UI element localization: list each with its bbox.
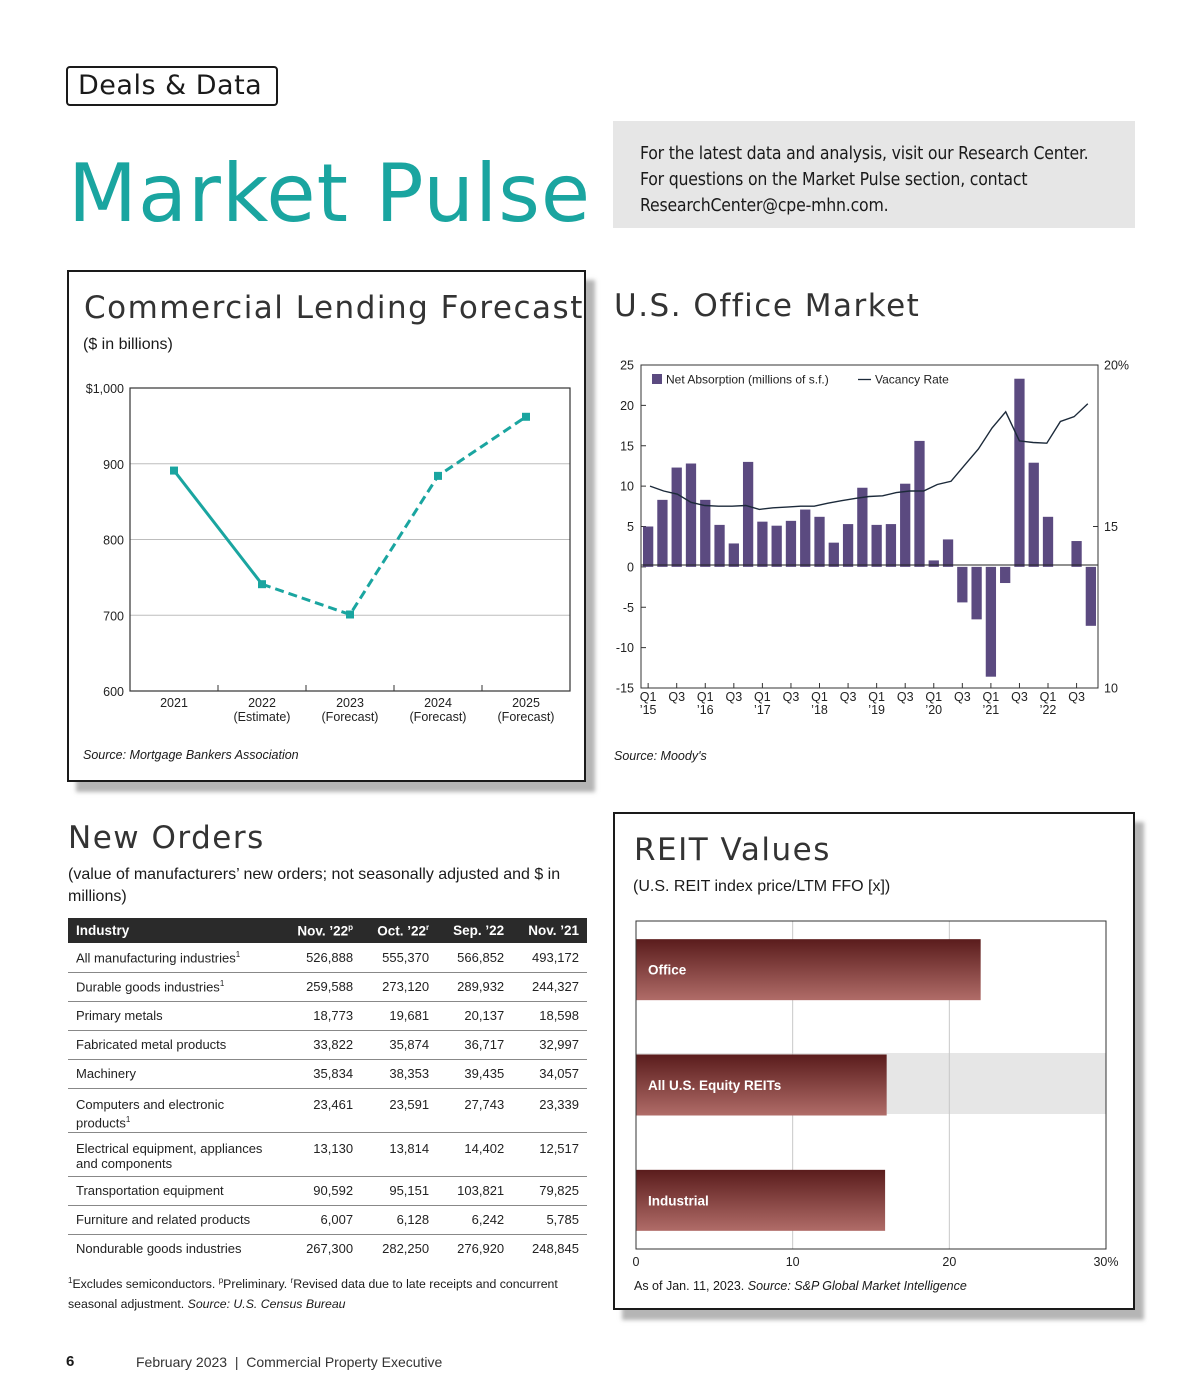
orders-subtitle: (value of manufacturers’ new orders; not seasonally adjusted and $ in millions)	[68, 866, 561, 905]
table-row	[68, 1059, 587, 1088]
footnote-revised: Revised data due to late receipts and concurrent	[293, 1277, 558, 1292]
net-absorption-bar	[871, 525, 881, 567]
office-x-quarter-label: Q3	[725, 690, 743, 704]
reit-x-tick-label: 10	[785, 1255, 800, 1269]
value-cell: 95,151	[361, 1176, 437, 1205]
office-x-quarter-label: Q3	[782, 690, 800, 704]
reit-date-note: As of Jan. 11, 2023.	[634, 1279, 748, 1293]
lending-x-label: 2021	[160, 696, 188, 710]
industry-cell: Electrical equipment, appliances and components	[68, 1132, 281, 1176]
reit-title: REIT Values	[634, 832, 831, 868]
reit-panel	[613, 812, 1135, 1310]
office-right-tick-label: 20%	[1104, 358, 1130, 373]
lending-subtitle: ($ in billions)	[83, 336, 173, 353]
table-row	[68, 972, 587, 1001]
value-cell: 14,402	[437, 1132, 512, 1176]
office-left-tick-label: 20	[620, 398, 634, 413]
industry-cell: Furniture and related products	[68, 1205, 281, 1234]
office-x-quarter-label: Q3	[953, 690, 971, 704]
office-x-quarter-label: Q1	[754, 690, 771, 704]
office-right-tick-label: 15	[1104, 520, 1118, 534]
value-cell: 18,598	[512, 1001, 587, 1030]
value-cell: 13,130	[281, 1132, 361, 1176]
office-title: U.S. Office Market	[614, 288, 921, 324]
lending-actual-segment	[174, 471, 262, 585]
reit-source: Source: S&P Global Market Intelligence	[747, 1279, 967, 1293]
value-cell: 555,370	[361, 943, 437, 972]
footnote-line: $^1$Excludes semiconductors. $^p$Preliminary. $^r$Revised data due to late receipts and concurrent	[68, 1276, 558, 1292]
industry-cell: Machinery	[68, 1059, 281, 1088]
value-cell: 12,517	[512, 1132, 587, 1176]
orders-table-wrap	[68, 918, 587, 1263]
value-cell: 6,128	[361, 1205, 437, 1234]
net-absorption-bar	[700, 500, 710, 567]
legend-swatch-net-absorption	[652, 374, 662, 384]
net-absorption-bar	[672, 468, 682, 567]
lending-y-axis	[86, 382, 124, 699]
table-row	[68, 1234, 587, 1263]
lending-forecast-segment	[262, 417, 526, 615]
reit-bar-label: Industrial	[648, 1193, 709, 1209]
net-absorption-bar	[829, 543, 839, 567]
reit-x-tick-label: 30%	[1093, 1255, 1119, 1269]
industry-cell: Fabricated metal products	[68, 1030, 281, 1059]
table-row	[68, 1001, 587, 1030]
lending-panel	[67, 270, 586, 782]
reit-note	[634, 1279, 967, 1293]
section-tag: Deals & Data	[66, 66, 278, 106]
office-x-year-label: ’22	[1039, 703, 1057, 717]
office-left-tick-label: 10	[620, 479, 634, 494]
value-cell: 38,353	[361, 1059, 437, 1088]
value-cell: 23,339	[512, 1088, 587, 1132]
net-absorption-bar	[900, 484, 910, 567]
lending-gridlines	[130, 464, 570, 616]
net-absorption-bar	[786, 521, 796, 567]
footnote-seasonal: seasonal adjustment.	[68, 1297, 188, 1312]
office-left-tick-label: 5	[627, 520, 634, 534]
lending-point	[346, 610, 354, 618]
footnote-excludes: Excludes semiconductors.	[72, 1277, 219, 1292]
page-title: Market Pulse	[68, 147, 592, 240]
orders-table	[68, 918, 587, 1263]
office-source: Source: Moody's	[614, 749, 707, 763]
office-x-quarter-label: Q1	[1039, 690, 1057, 704]
value-cell: 35,834	[281, 1059, 361, 1088]
lending-y-tick-label: 800	[103, 533, 124, 548]
value-cell: 276,920	[457, 1241, 505, 1257]
lending-y-tick-label: 900	[103, 457, 124, 472]
net-absorption-bar	[1086, 567, 1096, 626]
industry-cell: Primary metals	[68, 1001, 281, 1030]
lending-x-label: 2022	[248, 696, 276, 710]
footnote-preliminary: Preliminary.	[223, 1277, 291, 1292]
net-absorption-bar	[886, 524, 896, 567]
value-cell: 267,300	[306, 1241, 354, 1257]
orders-column-header: Industry	[68, 918, 281, 943]
lending-x-label: 2025	[512, 696, 540, 710]
lending-y-tick-label: 600	[103, 685, 124, 699]
net-absorption-bar	[743, 462, 753, 567]
value-cell: 273,120	[361, 972, 437, 1001]
office-left-tick-label: 25	[620, 358, 634, 373]
table-row	[68, 1176, 587, 1205]
net-absorption-bar	[686, 464, 696, 567]
net-absorption-bar	[657, 500, 667, 567]
lending-source: Source: Mortgage Bankers Association	[83, 748, 299, 762]
value-cell: 23,591	[361, 1088, 437, 1132]
info-line: For the latest data and analysis, visit our Research Center.	[640, 144, 1089, 164]
office-x-quarter-label: Q1	[811, 690, 828, 704]
table-row	[68, 1132, 587, 1176]
office-x-year-label: ’15	[639, 703, 657, 717]
office-x-year-label: ’19	[868, 703, 885, 717]
orders-source: Source: U.S. Census Bureau	[187, 1297, 346, 1312]
office-x-quarter-label: Q1	[696, 690, 714, 704]
footnote-line	[68, 1294, 593, 1314]
net-absorption-bar	[814, 517, 824, 567]
value-cell: 103,821	[437, 1176, 512, 1205]
reit-x-axis	[633, 1255, 1119, 1269]
reit-bar-label: Office	[648, 962, 687, 978]
value-cell: 244,327	[512, 972, 587, 1001]
office-x-quarter-label: Q1	[982, 690, 1000, 704]
office-x-quarter-label: Q1	[925, 690, 943, 704]
lending-y-tick-label: 700	[103, 609, 124, 624]
value-cell: 289,932	[437, 972, 512, 1001]
lending-series	[170, 413, 530, 619]
industry-cell: Transportation equipment	[68, 1176, 281, 1205]
orders-body	[68, 943, 587, 1263]
net-absorption-bar	[714, 525, 724, 567]
office-x-quarter-label: Q3	[668, 690, 686, 704]
table-row	[68, 943, 587, 972]
net-absorption-bar	[1029, 463, 1039, 567]
industry-cell: Computers and electronic products$^1$	[68, 1088, 281, 1132]
value-cell: 35,874	[361, 1030, 437, 1059]
office-x-quarter-label: Q1	[868, 690, 885, 704]
lending-point	[170, 467, 178, 475]
office-chart	[600, 350, 1145, 730]
orders-column-header: Oct. ’22$^r$	[361, 918, 437, 943]
office-left-tick-label: 15	[620, 439, 634, 454]
value-cell: 23,461	[281, 1088, 361, 1132]
industry-cell: All manufacturing industries$^1$	[68, 943, 281, 972]
reit-x-tick-label: 20	[942, 1255, 957, 1269]
value-cell: 19,681	[361, 1001, 437, 1030]
reit-chart	[615, 914, 1133, 1274]
lending-point	[434, 472, 442, 480]
reit-bar-label: All U.S. Equity REITs	[648, 1078, 782, 1093]
lending-point	[522, 413, 530, 421]
research-email-link[interactable]: ResearchCenter@cpe-mhn.com.	[640, 196, 889, 216]
office-x-year-label: ’18	[811, 703, 828, 717]
orders-column-header: Nov. ’22$^p$	[281, 918, 361, 943]
net-absorption-bar	[757, 522, 767, 567]
net-absorption-bar	[800, 510, 810, 567]
page-number: 6	[66, 1353, 75, 1370]
value-cell: 526,888	[281, 943, 361, 972]
office-left-tick-label: 0	[627, 560, 634, 575]
orders-title: New Orders	[68, 820, 265, 856]
info-box	[613, 121, 1135, 228]
orders-column-header: Nov. ’21	[512, 918, 587, 943]
lending-x-sublabel: (Estimate)	[233, 710, 291, 724]
reit-subtitle: (U.S. REIT index price/LTM FFO [x])	[633, 878, 891, 895]
lending-x-label: 2023	[336, 696, 364, 710]
info-line: For questions on the Market Pulse section, contact	[640, 170, 1028, 190]
office-x-quarter-label: Q3	[839, 690, 857, 704]
table-row	[68, 1030, 587, 1059]
footer-publication: February 2023 | Commercial Property Executive	[136, 1354, 443, 1370]
office-bars	[643, 379, 1096, 677]
office-x-quarter-label: Q3	[1011, 690, 1028, 704]
orders-footnote	[68, 1271, 593, 1314]
office-x-year-label: ’16	[696, 703, 714, 717]
net-absorption-bar	[1000, 567, 1010, 583]
legend-label-vacancy-rate: Vacancy Rate	[875, 372, 949, 387]
value-cell: 493,172	[512, 943, 587, 972]
value-cell: 5,785	[512, 1205, 587, 1234]
value-cell: 6,242	[437, 1205, 512, 1234]
value-cell: 79,825	[512, 1176, 587, 1205]
lending-x-label: 2024	[424, 696, 452, 710]
lending-x-sublabel: (Forecast)	[409, 710, 467, 724]
office-left-tick-label: -15	[615, 681, 634, 696]
net-absorption-bar	[643, 527, 653, 567]
industry-cell: Durable goods industries$^1$	[68, 972, 281, 1001]
value-cell: 282,250	[382, 1241, 430, 1257]
lending-point	[258, 580, 266, 588]
net-absorption-bar	[914, 441, 924, 567]
net-absorption-bar	[772, 526, 782, 567]
lending-x-sublabel: (Forecast)	[497, 710, 555, 724]
legend-label-net-absorption: Net Absorption (millions of s.f.)	[666, 372, 829, 387]
value-cell: 13,814	[361, 1132, 437, 1176]
orders-column-header: Sep. ’22	[437, 918, 512, 943]
value-cell: 36,717	[437, 1030, 512, 1059]
office-left-tick-label: -5	[622, 600, 634, 615]
net-absorption-bar	[1014, 379, 1024, 567]
value-cell: 566,852	[437, 943, 512, 972]
net-absorption-bar	[971, 567, 981, 619]
office-legend	[652, 373, 949, 387]
office-x-quarter-label: Q1	[639, 690, 657, 704]
lending-title: Commercial Lending Forecast	[84, 290, 584, 326]
value-cell: 18,773	[281, 1001, 361, 1030]
value-cell: 33,822	[281, 1030, 361, 1059]
net-absorption-bar	[986, 567, 996, 677]
net-absorption-bar	[1071, 541, 1081, 567]
net-absorption-bar	[943, 539, 953, 566]
net-absorption-bar	[1043, 517, 1053, 567]
office-x-year-label: ’20	[925, 703, 943, 717]
office-x-year-label: ’21	[982, 703, 1000, 717]
office-right-tick-label: 10	[1104, 681, 1118, 696]
value-cell: 20,137	[437, 1001, 512, 1030]
table-row	[68, 1205, 587, 1234]
office-left-tick-label: -10	[615, 641, 634, 656]
value-cell: 39,435	[437, 1059, 512, 1088]
net-absorption-bar	[729, 543, 739, 566]
net-absorption-bar	[843, 524, 853, 567]
reit-x-tick-label: 0	[632, 1255, 640, 1269]
value-cell: 34,057	[512, 1059, 587, 1088]
orders-header-row	[68, 918, 587, 943]
net-absorption-bar	[957, 567, 967, 603]
info-line[interactable]	[640, 193, 1135, 219]
industry-cell: Nondurable goods industries	[76, 1241, 242, 1257]
value-cell: 90,592	[281, 1176, 361, 1205]
lending-y-tick-label: $1,000	[85, 382, 124, 396]
lending-x-sublabel: (Forecast)	[321, 710, 379, 724]
value-cell: 259,588	[281, 972, 361, 1001]
value-cell: 27,743	[437, 1088, 512, 1132]
value-cell: 248,845	[532, 1241, 579, 1257]
table-row	[68, 1088, 587, 1132]
reit-bar	[636, 939, 981, 1000]
net-absorption-bar	[857, 488, 867, 567]
office-x-quarter-label: Q3	[1068, 690, 1085, 704]
office-x-quarter-label: Q3	[896, 690, 914, 704]
office-x-year-label: ’17	[754, 703, 771, 717]
value-cell: 32,997	[512, 1030, 587, 1059]
value-cell: 6,007	[281, 1205, 361, 1234]
net-absorption-bar	[929, 560, 939, 566]
lending-chart	[69, 372, 584, 742]
